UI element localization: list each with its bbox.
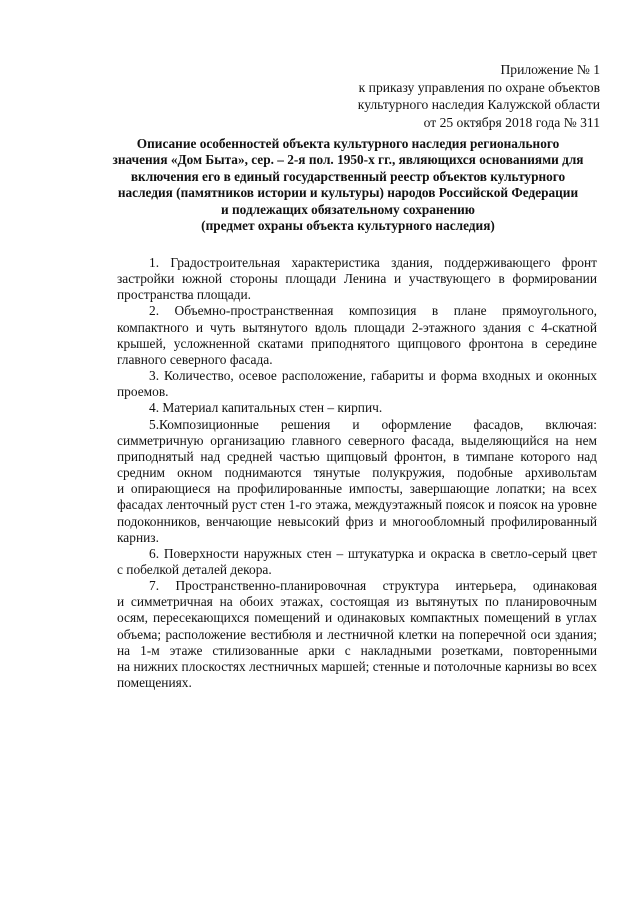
paragraph-line: приподнятый над средней частью щипцовый фронтон, в тимпане которого над [117,448,597,464]
paragraph-line: осям, пересекающихся помещений и одинаковых компактных помещений в углах [117,610,597,626]
title-line: и подлежащих обязательному сохранению [221,201,475,217]
paragraph-5 [117,417,597,546]
paragraph-1 [117,255,597,303]
paragraph-line: главного северного фасада. [117,351,273,367]
paragraph-line: с побелкой деталей декора. [117,561,272,577]
appendix-line: Приложение № 1 [500,62,600,77]
paragraph-3 [117,368,597,400]
paragraph-line: компактного и чуть вытянутого вдоль площади 2-этажного здания с 4-скатной [117,319,597,335]
title-line: включения его в единый государственный реестр объектов культурного [130,168,566,184]
paragraph-line: и симметричная на обоих этажах, состоящая из вытянутых по планировочным [117,594,597,610]
paragraph-line: и опирающиеся на профилированные импосты, завершающие лопатки; на всех [117,481,597,497]
paragraph-line: пространства площади. [117,287,252,303]
paragraph-line: подоконников, венчающие невысокий фриз и многообломный профилированный [117,513,597,529]
appendix-line: культурного наследия Калужской области [357,97,600,112]
appendix-line: от 25 октября 2018 года № 311 [423,114,600,130]
title-line: Описание особенностей объекта культурного наследия регионального [136,136,560,151]
paragraph-line: крышей, усложненной скатами приподнятого щипцового фронтона в середине [117,335,597,351]
document-title [98,136,598,234]
title-line: значения «Дом Быта», сер. – 2-я пол. 1950-х гг., являющихся основаниями для [112,152,584,168]
paragraph-line: 7. Пространственно-планировочная структура интерьера, одинаковая [149,578,597,594]
paragraph-2 [117,303,597,368]
paragraph-6 [117,546,597,578]
paragraph-line: на 1-м этаже стилизованные арки с накладными розетками, повторенными [117,642,597,658]
paragraph-line: карниз. [117,529,159,545]
appendix-line: к приказу управления по охране объектов [358,79,600,95]
appendix-header [358,61,600,131]
paragraph-line: фасадах ленточный руст стен 1-го этажа, междуэтажный поясок и поясок на уровне [117,497,597,513]
document-body [117,255,597,691]
paragraph-line: помещениях. [117,675,192,691]
title-line: (предмет охраны объекта культурного наследия) [201,218,495,234]
paragraph-7 [117,578,597,691]
paragraph-4 [117,400,597,416]
title-line: наследия (памятников истории и культуры) народов Российской Федерации [117,185,579,201]
paragraph-line: средним окном поднимаются тянутые полукружия, подобные архивольтам [117,465,597,481]
paragraph-line: 3. Количество, осевое расположение, габариты и форма входных и оконных [149,368,597,384]
paragraph-line: 4. Материал капитальных стен – кирпич. [149,400,383,416]
paragraph-line: симметричную организацию главного северного фасада, выделяющийся на нем [117,432,597,448]
paragraph-line: проемов. [117,384,169,400]
paragraph-line: застройки южной стороны площади Ленина и участвующего в формировании [117,271,597,287]
paragraph-line: объема; расположение вестибюля и лестничной клетки на поперечной оси здания; [117,626,597,642]
paragraph-line: 5.Композиционные решения и оформление фасадов, включая: [149,416,597,432]
paragraph-line: 6. Поверхности наружных стен – штукатурка и окраска в светло-серый цвет [149,545,597,561]
paragraph-line: на нижних плоскостях лестничных маршей; стенные и потолочные карнизы во всех [117,658,597,674]
paragraph-line: 2. Объемно-пространственная композиция в плане прямоугольного, [149,303,597,319]
paragraph-line: 1. Градостроительная характеристика здания, поддерживающего фронт [149,255,597,270]
